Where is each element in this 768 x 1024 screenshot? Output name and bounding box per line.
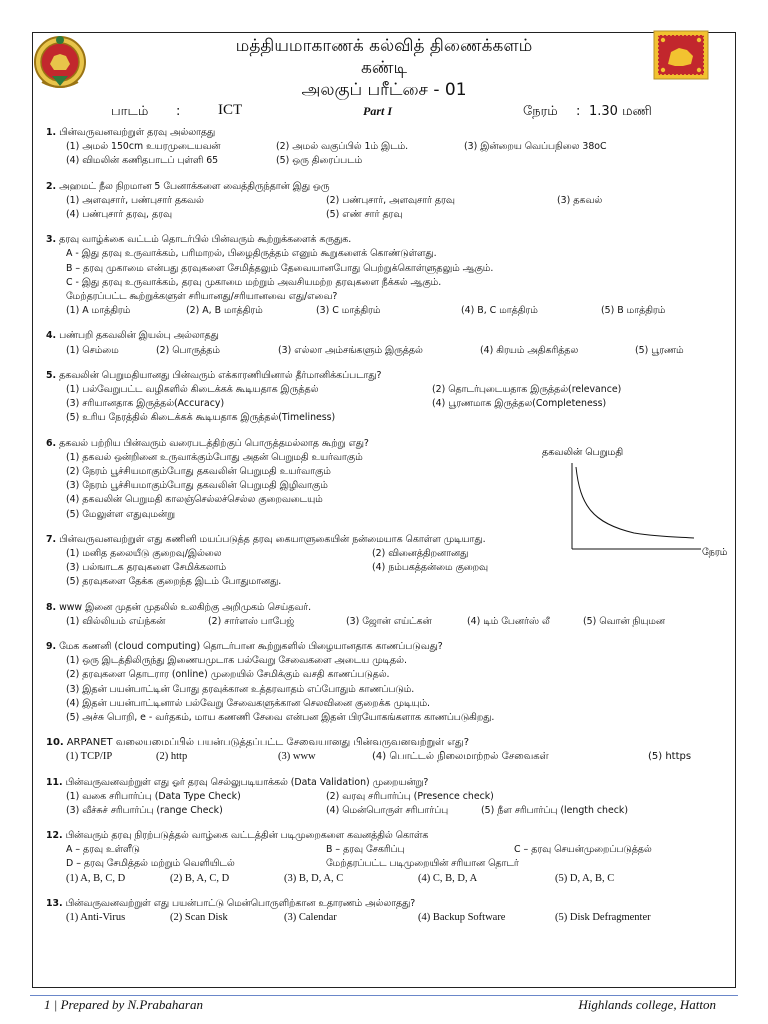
answer-option[interactable]: (5) D, A, B, C (555, 872, 615, 884)
option-row (46, 872, 726, 886)
question-number: 5. (46, 369, 57, 381)
option-row (46, 843, 726, 857)
answer-option[interactable]: (1) செம்மை (66, 344, 119, 356)
answer-option[interactable]: (3) B, D, A, C (284, 872, 344, 884)
question-number: 2. (46, 180, 57, 192)
question-statement: C - இது தரவு உருவாக்கம், தரவு முகாமை மற்றும் அவசியமற்ற தரவுகளை நீக்கல் ஆகும். (66, 276, 442, 288)
question-number: 12. (46, 830, 63, 842)
answer-option[interactable]: (3) ஜோன் எய்ட்கன் (346, 615, 432, 627)
answer-option[interactable]: (4) கிரயம் அதிகரித்தல (480, 344, 579, 356)
answer-option[interactable]: (4) B, C மாத்திரம் (461, 305, 538, 317)
question-text: பின்வருவனவற்றுள் எது கணினி மயப்படுத்த தரவு கையாளுகையின் நன்மையாக கொள்ள முடியாது. (59, 533, 486, 545)
answer-option[interactable]: (3) வீச்சுச் சரிபார்ப்பு (range Check) (66, 804, 223, 816)
question-text: ARPANET வலையமைப்பில் பயன்படுத்தப்பட்ட சேவையானது பின்வருவனவற்றுள் எது? (66, 737, 470, 749)
question-stem (46, 126, 726, 140)
answer-option[interactable]: (3) எல்லா அம்சங்களும் இருத்தல் (278, 344, 423, 356)
question-text: தரவு வாழ்க்கை வட்டம் தொடர்பில் பின்வரும் கூற்றுக்களைக் கருதுக. (59, 234, 352, 246)
answer-option[interactable]: (2) வரவு சரிபார்ப்பு (Presence check) (326, 790, 494, 802)
answer-option[interactable]: (1) தகவல் ஒன்றினை உருவாக்கும்போது அதன் பெறுமதி உயர்வாகும் (66, 451, 363, 463)
answer-option[interactable]: (4) C, B, D, A (418, 872, 478, 884)
answer-option[interactable]: (3) இதன் பயன்பாட்டின் போது தரவுக்கான உத்தரவாதம் எப்போதும் காணப்படும். (66, 683, 415, 695)
answer-option[interactable]: (2) அமல் வகுப்பில் 1ம் இடம். (276, 141, 409, 153)
answer-option[interactable]: (4) தகவலின் பெறுமதி காலஞ்செல்லச்செல்ல குறைவடையும் (66, 494, 323, 506)
question-text: பின்வருவனவற்றுள் எது பயன்பாட்டு மென்பொருளிற்கான உதாரணம் அல்லாதது? (65, 897, 416, 909)
question-number: 1. (46, 127, 57, 138)
time-label: நேரம் (523, 104, 558, 119)
answer-option[interactable]: (1) மனித தலையீடு குறைவு/இல்லை (66, 547, 222, 559)
subject-separator: : (176, 104, 181, 119)
question-number: 3. (46, 234, 57, 246)
answer-option[interactable]: (2) Scan Disk (170, 912, 228, 924)
question-stem (46, 329, 726, 343)
answer-option[interactable]: (5) https (648, 751, 692, 763)
option-row (46, 790, 726, 804)
answer-option[interactable]: (1) ஒரு இடத்திலிருந்து இணையமுடாக பல்வேறு சேவைகளை அடைய முடிதல். (66, 655, 407, 667)
question-3 (46, 233, 726, 318)
option-row (46, 194, 726, 208)
question-11 (46, 776, 726, 819)
option-row (46, 575, 726, 589)
department-city: கண்டி (360, 58, 408, 78)
question-number: 13. (46, 897, 63, 909)
answer-option[interactable]: (3) பல்ஙாடக தரவுகளை சேமிக்கலாம் (66, 562, 227, 574)
question-2 (46, 180, 726, 223)
question-stem (46, 601, 726, 615)
question-1 (46, 126, 726, 169)
answer-option[interactable]: (3) தகவல் (557, 194, 603, 206)
question-stem (46, 640, 726, 654)
option-row (46, 344, 726, 358)
answer-option[interactable]: (3) C மாத்திரம் (316, 305, 381, 317)
answer-option[interactable]: (5) அச்சு பொறி, e - வர்தகம், மாய கணணி சேவை என்பன இதன் பிரயோகங்களாக காணப்படுகிறது. (66, 711, 495, 723)
question-text: தகவல் பற்றிய பின்வரும் வரைபடத்திற்குப் பொருத்தமல்லாத கூற்று எது? (59, 437, 369, 449)
answer-option[interactable]: (5) எண் சார் தரவு (326, 208, 403, 220)
question-number: 8. (46, 601, 57, 613)
answer-option[interactable]: (1) Anti-Virus (66, 912, 126, 924)
question-text: பண்பறி தகவலின் இயல்பு அல்லாதது (59, 330, 219, 342)
answer-option[interactable]: (1) வகை சரிபார்ப்பு (Data Type Check) (66, 790, 241, 802)
answer-option[interactable]: (1) பல்வேறுபட்ட வழிகளில் கிடைக்கக் கூடியதாக இருத்தல் (66, 383, 319, 395)
question-8 (46, 601, 726, 629)
question-number: 10. (46, 737, 64, 749)
value-decay-curve (576, 467, 694, 538)
question-number: 6. (46, 437, 57, 449)
answer-option[interactable]: C – தரவு செயன்முறைப்படுத்தல் (514, 844, 652, 856)
question-stem (46, 736, 726, 750)
answer-option[interactable]: (1) A, B, C, D (66, 872, 126, 884)
option-row (46, 804, 726, 818)
answer-option[interactable]: (2) பொருத்தம் (156, 344, 220, 356)
answer-option[interactable]: (2) B, A, C, D (170, 872, 230, 884)
question-text: அஹமட் நீல நிறமான 5 பேனாக்களை வைத்திருந்தான் இது ஒரு (59, 180, 330, 192)
answer-option[interactable]: (5) B மாத்திரம் (601, 305, 666, 317)
question-13 (46, 897, 726, 925)
option-row (46, 615, 726, 629)
question-text: www இனை முதன் முதலில் உலகிற்கு அறிமுகம் செய்தவர். (59, 601, 312, 613)
question-number: 4. (46, 330, 57, 342)
answer-option[interactable]: B – தரவு சேகரிப்பு (326, 844, 405, 856)
department-title: மத்தியமாகாணக் கல்வித் திணைக்களம் (235, 36, 533, 56)
answer-option[interactable]: (5) மேலுள்ள எதுவுமன்று (66, 508, 175, 520)
option-row (46, 397, 726, 411)
answer-option[interactable]: (2) நேரம் பூச்சியமாகும்போது தகவலின் பெறுமதி உயர்வாகும் (66, 465, 331, 477)
option-row (46, 383, 726, 397)
question-stem (46, 233, 726, 247)
answer-option[interactable]: (4) விமலின் கணிதபாடப் புள்ளி 65 (66, 155, 219, 167)
option-row (46, 154, 726, 168)
subject-label: பாடம் (111, 104, 149, 119)
answer-option[interactable]: (3) Calendar (284, 912, 337, 924)
option-row (46, 857, 726, 871)
option-row (46, 140, 726, 154)
question-text: பின்வருவனவற்றுள் தரவு அல்லாதது (59, 127, 216, 138)
answer-option[interactable]: (5) தரவுகளை தேக்க குறைந்த இடம் போதுமானது. (66, 576, 282, 588)
question-number: 9. (46, 640, 57, 652)
question-text: பின்வருவனவற்றுள் எது ஓர் தரவு செல்லுபடியாக்கல் (Data Validation) முறையன்று? (65, 776, 429, 788)
answer-option[interactable]: (4) பண்புசார் தரவு, தரவு (66, 208, 172, 220)
answer-option[interactable]: A – தரவு உள்ளீடு (66, 844, 140, 856)
option-row (46, 208, 726, 222)
answer-option[interactable]: (2) A, B மாத்திரம் (186, 305, 263, 317)
answer-option[interactable]: (1) TCP/IP (66, 751, 113, 763)
question-stem (46, 776, 726, 790)
option-row (46, 911, 726, 925)
answer-option[interactable]: (4) பொட்டல் நிலைமாற்றல் சேவைகள் (372, 751, 549, 763)
answer-option[interactable]: (1) A மாத்திரம் (66, 305, 131, 317)
answer-option[interactable]: (1) அமல் 150cm உயரமுடையவன் (66, 141, 221, 153)
answer-option[interactable]: (4) இதன் பயன்பாட்டினால் பல்வேறு சேவைகளுக்கான செலவினை குறைக்க முடியும். (66, 697, 430, 709)
graph-x-label: நேரம் (702, 547, 728, 558)
footer-school: Highlands college, Hatton (578, 997, 716, 1012)
answer-option[interactable]: (4) நம்பகத்தன்மை குறைவு (372, 562, 488, 574)
answer-option[interactable]: (1) அளவுசார், பண்புசார் தகவல் (66, 194, 204, 206)
answer-option[interactable]: (5) நீள சரிபார்ப்பு (length check) (481, 804, 628, 816)
answer-option[interactable]: (5) ஒரு திரைப்படம் (276, 155, 363, 167)
footer-prepared-by: 1 | Prepared by N.Prabaharan (44, 997, 203, 1012)
question-4 (46, 329, 726, 357)
answer-option[interactable]: (4) பூரணமாக இருத்தல(Completeness) (432, 398, 607, 410)
paper-info-row (0, 104, 768, 124)
question-number: 11. (46, 776, 63, 788)
question-stem (46, 369, 726, 383)
answer-option[interactable]: (5) பூரணம் (635, 344, 684, 356)
answer-option[interactable]: (3) சரியானதாக இருத்தல்(Accuracy) (66, 398, 225, 410)
answer-option[interactable]: மேற்தரப்பட்ட படிமுறையின் சரியான தொடர் (326, 858, 519, 870)
answer-option[interactable]: (3) நேரம் பூச்சியமாகும்போது தகவலின் பெறுமதி இழிவாகும் (66, 480, 328, 492)
question-statement: A - இது தரவு உருவாக்கம், பரிமாறல், பிழைதிருத்தம் எனும் கூறுகளைக் கொண்டுள்ளது. (66, 248, 437, 260)
answer-option[interactable]: (2) தரவுகளை தொடரார (online) முறையில் சேமிக்கும் வசதி காணப்படுதல். (66, 669, 390, 681)
answer-option[interactable]: (2) http (156, 751, 188, 763)
question-12 (46, 829, 726, 886)
answer-option[interactable]: (5) உரிய நேரத்தில் கிடைக்கக் கூடியதாக இருத்தல்(Timeliness) (66, 412, 336, 424)
part-label: Part I (363, 104, 393, 118)
footer-rule (30, 995, 738, 996)
answer-option[interactable]: (5) Disk Defragmenter (555, 912, 651, 924)
time-value: 1.30 மணி (589, 104, 652, 119)
question-stem (46, 829, 726, 843)
information-value-graph (524, 445, 728, 565)
answer-option[interactable]: (2) தொடர்புடையதாக இருத்தல்(relevance) (432, 383, 622, 395)
exam-title: அலகுப் பரீட்சை - 01 (301, 80, 467, 100)
question-text: பின்வரும் தரவு நிரற்படுத்தல் வாழ்கை வட்டத்தின் படிமுறைகளை கவனத்தில் கொள்க (65, 830, 429, 842)
answer-option[interactable]: (2) சார்ளஸ் பாபேஜ் (208, 615, 295, 627)
question-9 (46, 640, 726, 725)
answer-option[interactable]: (3) இன்றைய வெப்பநிலை 38oC (464, 141, 607, 153)
question-10 (46, 736, 726, 764)
answer-option[interactable]: (5) வொன் நியுமன (583, 615, 665, 627)
answer-option[interactable]: (4) மென்பொருள் சரிபார்ப்பு (326, 804, 449, 816)
answer-option[interactable]: (4) டிம் பேனர்ஸ் லீ (467, 615, 550, 627)
subject-value: ICT (218, 102, 243, 118)
option-row (46, 304, 726, 318)
answer-option[interactable]: (3) www (278, 751, 316, 763)
question-stem (46, 897, 726, 911)
answer-option[interactable]: (1) வில்லியம் எய்ந்கன் (66, 615, 166, 627)
question-stem (46, 180, 726, 194)
question-text: மேக கணனி (cloud computing) தொடர்பான கூற்றுகளில் பிழையானதாக காணப்படுவது? (59, 640, 443, 652)
question-text: தகவலின் பெறுமதியானது பின்வரும் எக்காரணியினால் தீர்மானிக்கப்படாது? (59, 369, 382, 381)
question-statement: B – தரவு முகாமை என்பது தரவுகளை சேமித்தலும் தேவையானபோது பெற்றுக்கொள்ளுதலும் ஆகும். (66, 262, 494, 274)
answer-option[interactable]: (2) வினைத்திறனானது (372, 547, 469, 559)
graph-y-label: தகவலின் பெறுமதி (542, 447, 624, 458)
question-statement: மேற்தரப்பட்ட கூற்றுக்களுள் சரியானது/சரியானவை எது/எவை? (66, 290, 338, 302)
question-number: 7. (46, 533, 57, 545)
time-separator: : (576, 104, 581, 119)
answer-option[interactable]: D – தரவு சேமித்தல் மற்றும் வெளியிடல் (66, 858, 235, 870)
question-5 (46, 369, 726, 426)
option-row (46, 411, 726, 425)
answer-option[interactable]: (2) பண்புசார், அளவுசார் தரவு (326, 194, 455, 206)
answer-option[interactable]: (4) Backup Software (418, 912, 506, 924)
option-row (46, 750, 726, 764)
